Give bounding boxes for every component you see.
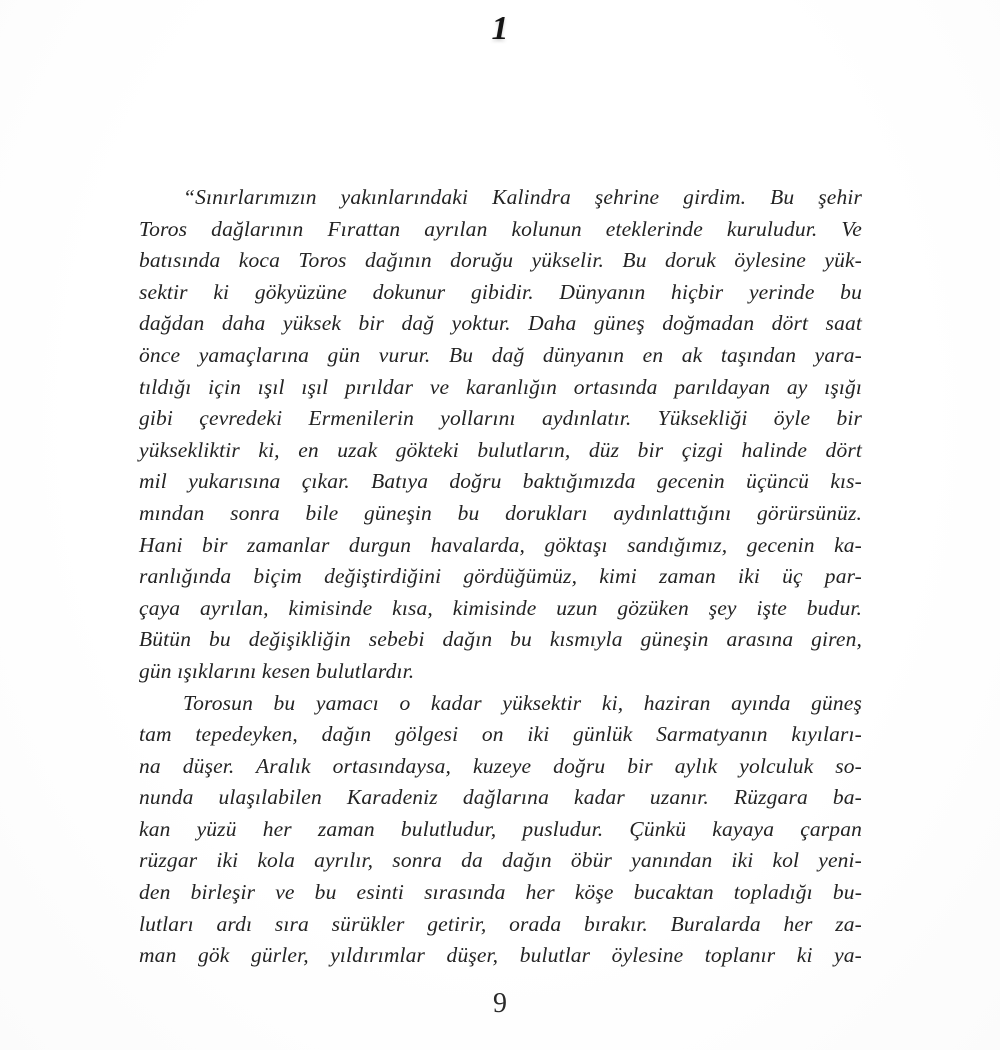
text-line: gün ışıklarını kesen bulutlardır. (139, 658, 415, 683)
text-line: Toros dağlarının Fırattan ayrılan kolunun eteklerinde kuruludur. Ve (139, 216, 862, 241)
text-line: batısında koca Toros dağının doruğu yükselir. Bu doruk öylesine yük- (139, 248, 862, 273)
page-number: 9 (493, 988, 507, 1019)
text-line: çaya ayrılan, kimisinde kısa, kimisinde uzun gözüken şey işte budur. (139, 595, 862, 620)
text-line: Bütün bu değişikliğin sebebi dağın bu kısmıyla güneşin arasına giren, (139, 627, 862, 652)
text-line: tıldığı için ışıl ışıl pırıldar ve karanlığın ortasında parıldayan ay ışığı (139, 374, 862, 399)
text-line: sektir ki gökyüzüne dokunur gibidir. Dünyanın hiçbir yerinde bu (139, 279, 862, 304)
body-text (139, 182, 862, 972)
text-line: den birleşir ve bu esinti sırasında her köşe bucaktan topladığı bu- (139, 880, 862, 905)
text-line: “Sınırlarımızın yakınlarındaki Kalindra şehrine girdim. Bu şehir (183, 185, 862, 209)
text-line: man gök gürler, yıldırımlar düşer, bulutlar öylesine toplanır ki ya- (139, 943, 862, 968)
text-line: önce yamaçlarına gün vurur. Bu dağ dünyanın en ak taşından yara- (139, 342, 862, 367)
text-line: na düşer. Aralık ortasındaysa, kuzeye doğru bir aylık yolculuk so- (139, 753, 862, 778)
text-line: lutları ardı sıra sürükler getirir, orada bırakır. Buralarda her za- (139, 911, 862, 936)
text-line: rüzgar iki kola ayrılır, sonra da dağın öbür yanından iki kol yeni- (139, 848, 862, 873)
text-line: Torosun bu yamacı o kadar yüksektir ki, haziran ayında güneş (183, 690, 862, 715)
text-line: dağdan daha yüksek bir dağ yoktur. Daha güneş doğmadan dört saat (139, 311, 862, 336)
text-line: tam tepedeyken, dağın gölgesi on iki günlük Sarmatyanın kıyıları- (139, 722, 862, 747)
text-line: Hani bir zamanlar durgun havalarda, göktaşı sandığımız, gecenin ka- (139, 532, 862, 557)
text-line: mından sonra bile güneşin bu dorukları aydınlattığını görürsünüz. (139, 500, 862, 525)
text-line: mil yukarısına çıkar. Batıya doğru baktığımızda gecenin üçüncü kıs- (139, 469, 862, 494)
text-line: kan yüzü her zaman bulutludur, pusludur. Çünkü kayaya çarpan (139, 816, 862, 841)
text-line: yüksekliktir ki, en uzak gökteki bulutların, düz bir çizgi halinde dört (139, 437, 862, 462)
paragraph-2 (139, 688, 862, 972)
paragraph-1 (139, 182, 862, 688)
text-line: ranlığında biçim değiştirdiğini gördüğümüz, kimi zaman iki üç par- (139, 564, 862, 589)
text-line: nunda ulaşılabilen Karadeniz dağlarına kadar uzanır. Rüzgara ba- (139, 785, 862, 810)
text-line: gibi çevredeki Ermenilerin yollarını aydınlatır. Yüksekliği öyle bir (139, 406, 862, 431)
chapter-number: 1 (491, 10, 509, 47)
